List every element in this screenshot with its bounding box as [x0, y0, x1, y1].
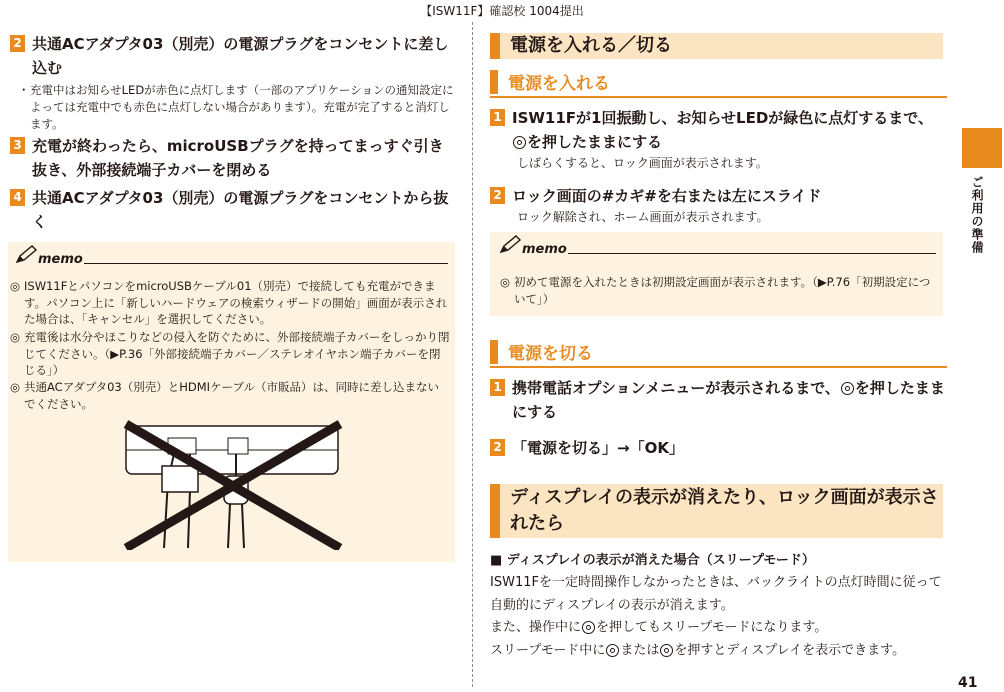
- step-4-remove-adapter: [10, 186, 455, 234]
- step-description: ロック解除され、ホーム画面が表示されます。: [517, 210, 769, 224]
- step-text: 充電が終わったら、microUSBプラグを持ってまっすぐ引き抜き、外部接続端子カバーを閉める: [32, 137, 444, 179]
- power-on-step-1: [490, 106, 945, 154]
- sleep-mode-paragraph: また、操作中に を押してもスリープモードになります。: [490, 620, 828, 635]
- subheading-marker: [490, 70, 498, 94]
- step-text: 共通ACアダプタ03（別売）の電源プラグをコンセントから抜く: [32, 189, 449, 231]
- memo-label: memo: [522, 242, 567, 257]
- step-text: ISW11Fが1回振動し、お知らせLEDが緑色に点灯するまで、を押したままにする: [512, 109, 933, 151]
- pencil-icon: [14, 244, 38, 266]
- step-number: 1: [490, 109, 505, 126]
- step-number: 4: [10, 189, 25, 206]
- memo-rule: [568, 253, 936, 254]
- power-key-icon: [606, 644, 619, 657]
- memo-item: [10, 379, 450, 412]
- illustration-do-not-connect: [118, 420, 348, 550]
- step-text: 「電源を切る」→「OK」: [512, 439, 684, 457]
- memo-box-right: [490, 232, 943, 316]
- chapter-label: ご利用の準備: [970, 176, 984, 254]
- memo-item: [500, 274, 936, 307]
- memo-bullet: ◎: [10, 279, 21, 293]
- chapter-tab: [962, 128, 1002, 168]
- sleep-mode-paragraph: スリープモード中に または を押すとディスプレイを表示できます。: [490, 643, 906, 658]
- sleep-mode-heading: ■ ディスプレイの表示が消えた場合（スリープモード）: [490, 553, 815, 568]
- step-3-unplug: [10, 134, 455, 182]
- power-on-step-2: [490, 184, 945, 208]
- power-key-icon: [582, 621, 595, 634]
- bullet-note: [18, 82, 455, 133]
- sleep-mode-paragraph: ISW11Fを一定時間操作しなかったときは、バックライトの点灯時間に従って自動的にディスプレイの表示が消えます。: [490, 575, 942, 613]
- memo-rule: [84, 263, 448, 264]
- step-number: 1: [490, 379, 505, 396]
- step-number: 3: [10, 137, 25, 154]
- memo-label: memo: [38, 252, 83, 267]
- bullet-text: 充電中はお知らせLEDが赤色に点灯します（一部のアプリケーションの通知設定によっては充電中でも赤色に点灯しない場合があります）。充電が完了すると消灯します。: [30, 83, 454, 131]
- memo-item-text: 初めて電源を入れたときは初期設定画面が表示されます。（▶P.76「初期設定について」）: [514, 275, 931, 306]
- step-description: しばらくすると、ロック画面が表示されます。: [517, 156, 768, 170]
- subheading-rule: [490, 366, 947, 368]
- memo-item-text: 充電後は水分やほこりなどの侵入を防ぐために、外部接続端子カバーをしっかり閉じてください。（▶P.36「外部接続端子カバー／ステレオイヤホン端子カバーを閉じる」）: [24, 330, 450, 377]
- section-title: ディスプレイの表示が消えたり、ロック画面が表示されたら: [510, 487, 939, 534]
- step-text: ロック画面の#カギ#を右または左にスライド: [512, 187, 822, 205]
- memo-header: [498, 234, 936, 256]
- step-2-plug-in: [10, 32, 455, 80]
- pencil-icon: [498, 234, 522, 256]
- subheading-power-off: [490, 340, 947, 368]
- subheading-marker: [490, 340, 498, 364]
- memo-item: [10, 329, 450, 379]
- memo-bullet: ◎: [500, 275, 511, 289]
- memo-item-text: 共通ACアダプタ03（別売）とHDMIケーブル（市販品）は、同時に差し込まないでください。: [24, 380, 439, 411]
- subheading-power-on: [490, 70, 947, 98]
- section-bar-power: [490, 33, 943, 59]
- power-off-step-2: [490, 436, 945, 460]
- step-number: 2: [10, 35, 25, 52]
- memo-item-text: ISW11FとパソコンをmicroUSBケーブル01（別売）で接続しても充電ができます。パソコン上に「新しいハードウェアの検索ウィザードの開始」画面が表示された場合は、「キャンセル」を選択してください。: [24, 279, 448, 326]
- memo-header: [14, 244, 448, 266]
- document-header: 【ISW11F】確認校 1004提出: [420, 4, 584, 18]
- section-title: 電源を入れる／切る: [510, 35, 672, 56]
- power-key-icon: [513, 136, 526, 149]
- subheading-title: 電源を切る: [508, 344, 593, 364]
- power-off-step-1: [490, 376, 945, 424]
- memo-item: [10, 278, 450, 328]
- subheading-rule: [490, 96, 947, 98]
- column-divider: [472, 22, 473, 687]
- section-bar-display: [490, 484, 943, 538]
- step-text: 共通ACアダプタ03（別売）の電源プラグをコンセントに差し込む: [32, 35, 449, 77]
- memo-box-left: [8, 242, 455, 562]
- memo-bullet: ◎: [10, 380, 21, 394]
- subheading-title: 電源を入れる: [508, 74, 610, 94]
- power-key-icon: [841, 382, 854, 395]
- home-key-icon: [660, 644, 673, 657]
- step-text: 携帯電話オプションメニューが表示されるまで、 を押したままにする: [512, 379, 945, 421]
- memo-bullet: ◎: [10, 330, 21, 344]
- step-number: 2: [490, 439, 505, 456]
- step-number: 2: [490, 187, 505, 204]
- bullet-mark: ・: [18, 83, 30, 97]
- page-number: 41: [958, 675, 978, 691]
